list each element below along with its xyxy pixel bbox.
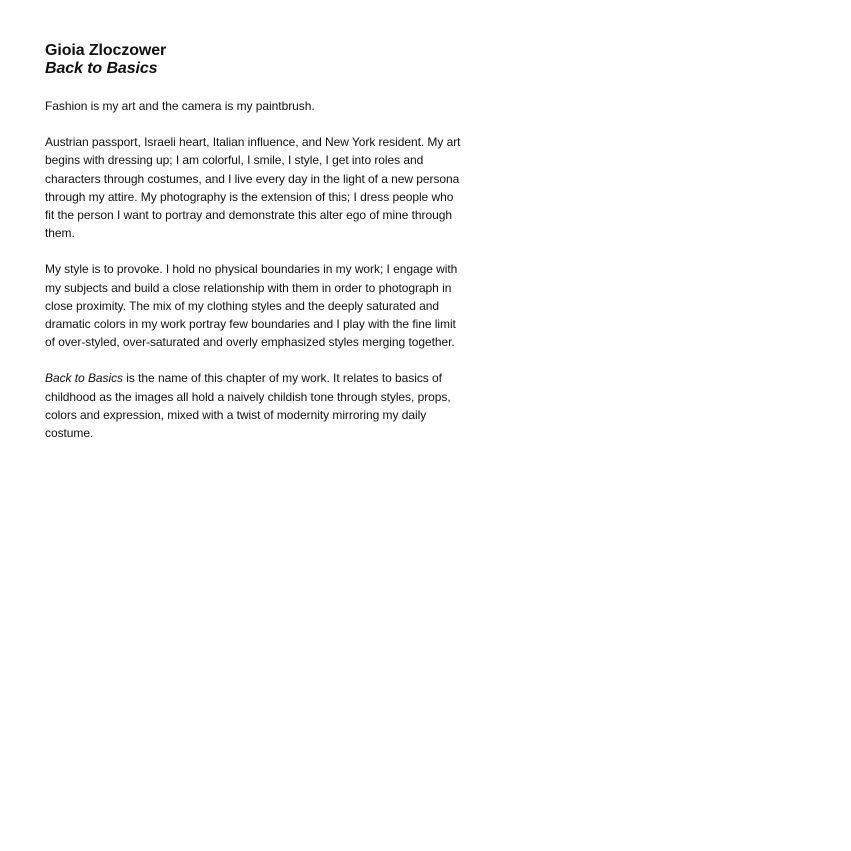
paragraph-series-text: is the name of this chapter of my work. It relates to basics of childhood as the images all hold a naively childish tone through styles, props, colors and expression, mixed with a twist of modernity mirroring my daily costume. [45, 371, 451, 441]
paragraph-intro: Fashion is my art and the camera is my paintbrush. [45, 99, 315, 113]
paragraph-background: Austrian passport, Israeli heart, Italian influence, and New York resident. My art begins with dressing up; I am colorful, I smile, I style, I get into roles and characters through costumes, and I live every day in the light of a new persona through my attire. My photography is the extension of this; I dress people who fit the person I want to portray and demonstrate this alter ego of mine through them. [45, 135, 461, 241]
artist-statement [45, 41, 465, 460]
series-title-inline: Back to Basics [45, 371, 123, 386]
paragraph-series [45, 369, 465, 442]
author-name: Gioia Zloczower [45, 42, 167, 59]
series-title: Back to Basics [45, 60, 158, 77]
paragraph-style: My style is to provoke. I hold no physical boundaries in my work; I engage with my subjects and build a close relationship with them in order to photograph in close proximity. The mix of my clothing styles and the deeply saturated and dramatic colors in my work portray few boundaries and I play with the fine limit of over-styled, over-saturated and overly emphasized styles merging together. [45, 262, 458, 350]
